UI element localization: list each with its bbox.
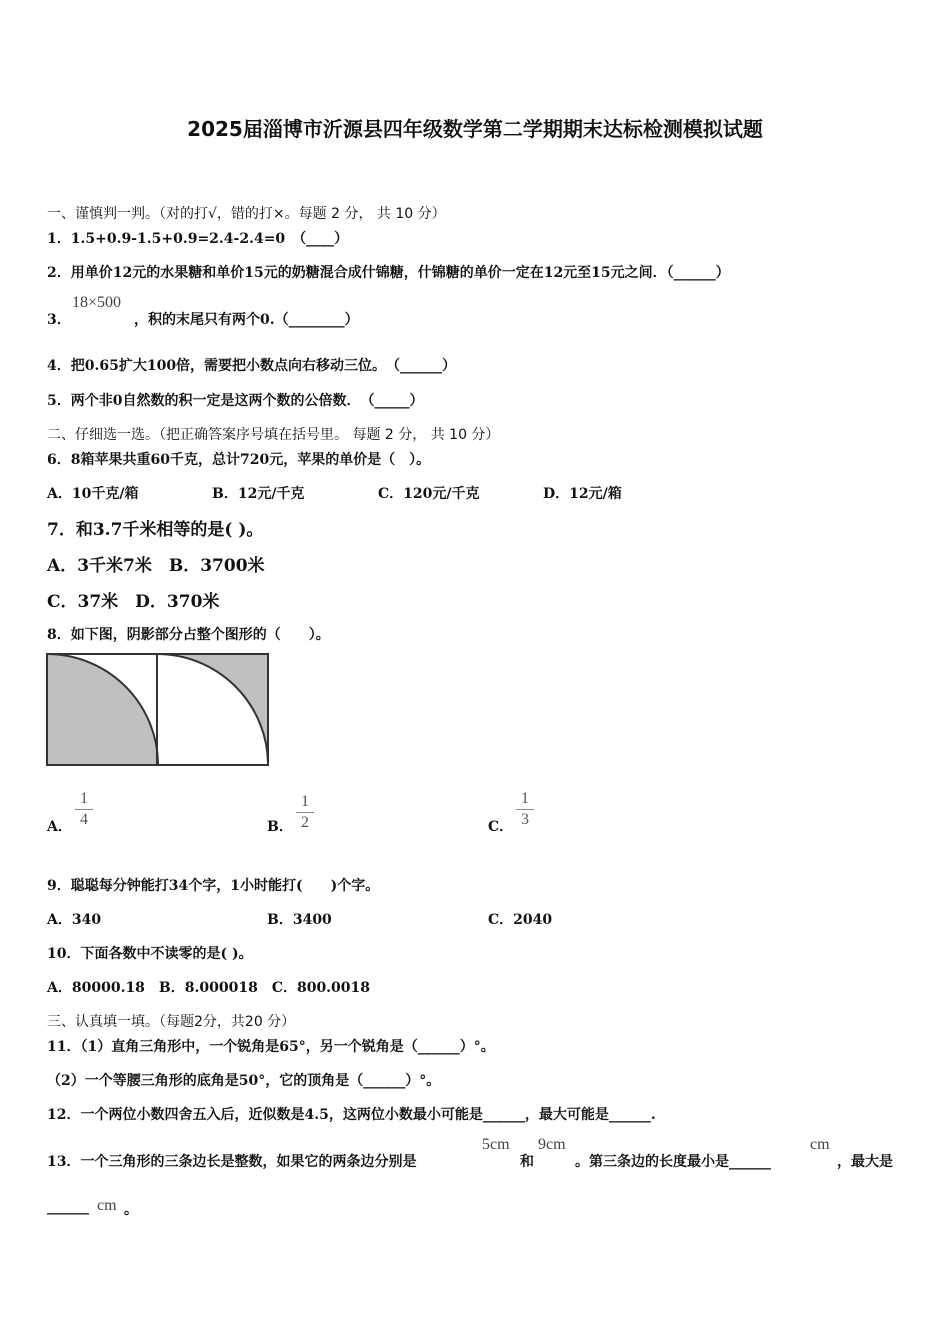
question-7-options-ab: A．3千米7米 B．3700米 <box>47 556 265 576</box>
page-title: 2025届淄博市沂源县四年级数学第二学期期末达标检测模拟试题 <box>187 117 763 141</box>
question-13-text-a: 13．一个三角形的三条边长是整数，如果它的两条边分别是 <box>47 1154 417 1170</box>
question-8-option-c-label: C． <box>488 819 514 835</box>
question-3-expression: 18×500 <box>72 294 122 311</box>
question-13-text-d: ，最大是 <box>837 1154 893 1170</box>
question-8-figure <box>46 653 270 767</box>
fraction-one-quarter: 1 4 <box>75 790 93 829</box>
question-3-text: ，积的末尾只有两个0.（________） <box>134 312 359 328</box>
question-9-option-c: C．2040 <box>488 912 553 928</box>
section-1-heading: 一、谨慎判一判。（对的打√，错的打×。每题 2 分， 共 10 分） <box>47 206 446 222</box>
question-6-option-a: A．10千克/箱 <box>47 486 139 502</box>
question-8-option-b-label: B． <box>267 819 293 835</box>
question-8-option-a-label: A． <box>47 819 72 835</box>
question-7: 7．和3.7千米相等的是( )。 <box>47 520 264 540</box>
question-13-period: 。 <box>124 1202 138 1218</box>
question-13-text-b: 和 <box>520 1154 534 1170</box>
question-13-unit-cm: cm <box>810 1136 830 1153</box>
question-2: 2．用单价12元的水果糖和单价15元的奶糖混合成什锦糖，什锦糖的单价一定在12元至15元之间．（______） <box>47 265 730 281</box>
section-2-heading: 二、仔细选一选。（把正确答案序号填在括号里。 每题 2 分， 共 10 分） <box>47 427 500 443</box>
question-13-text-c: 。第三条边的长度最小是______ <box>575 1154 771 1170</box>
question-10: 10．下面各数中不读零的是( )。 <box>47 946 253 962</box>
question-13-unit-9cm: 9cm <box>538 1136 566 1153</box>
question-6-option-b: B．12元/千克 <box>212 486 305 502</box>
question-6: 6．8箱苹果共重60千克，总计720元，苹果的单价是（ ）。 <box>47 452 431 468</box>
question-13-unit-cm-2: cm <box>97 1197 117 1214</box>
question-1: 1．1.5+0.9-1.5+0.9=2.4-2.4=0 （____） <box>47 231 349 247</box>
fraction-one-half: 1 2 <box>296 793 314 832</box>
shaded-quarter-circle <box>47 654 157 765</box>
fraction-one-third: 1 3 <box>516 790 534 829</box>
section-3-heading: 三、认真填一填。（每题2分，共20 分） <box>47 1014 296 1030</box>
shaded-corner-region <box>157 654 268 765</box>
question-11-part-2: （2）一个等腰三角形的底角是50°，它的顶角是（______）°。 <box>47 1073 441 1089</box>
question-11-part-1: 11．（1）直角三角形中，一个锐角是65°，另一个锐角是（______）°。 <box>47 1039 495 1055</box>
question-5: 5．两个非0自然数的积一定是这两个数的公倍数． （_____） <box>47 393 424 409</box>
question-6-option-d: D．12元/箱 <box>543 486 622 502</box>
question-6-option-c: C．120元/千克 <box>378 486 480 502</box>
question-3-number: 3． <box>47 312 71 328</box>
question-13-blank: ______ <box>47 1199 89 1215</box>
question-10-options: A．80000.18 B．8.000018 C．800.0018 <box>47 980 371 996</box>
question-9-option-a: A．340 <box>47 912 102 928</box>
question-9-option-b: B．3400 <box>267 912 332 928</box>
question-4: 4．把0.65扩大100倍，需要把小数点向右移动三位。 （______） <box>47 358 457 374</box>
question-7-options-cd: C．37米 D．370米 <box>47 592 220 612</box>
question-8: 8．如下图，阴影部分占整个图形的（ ）。 <box>47 627 330 643</box>
question-12: 12．一个两位小数四舍五入后，近似数是4.5，这两位小数最小可能是______，最大可能是______. <box>47 1107 656 1123</box>
question-13-unit-5cm: 5cm <box>482 1136 510 1153</box>
question-9: 9．聪聪每分钟能打34个字，1小时能打( )个字。 <box>47 878 380 894</box>
